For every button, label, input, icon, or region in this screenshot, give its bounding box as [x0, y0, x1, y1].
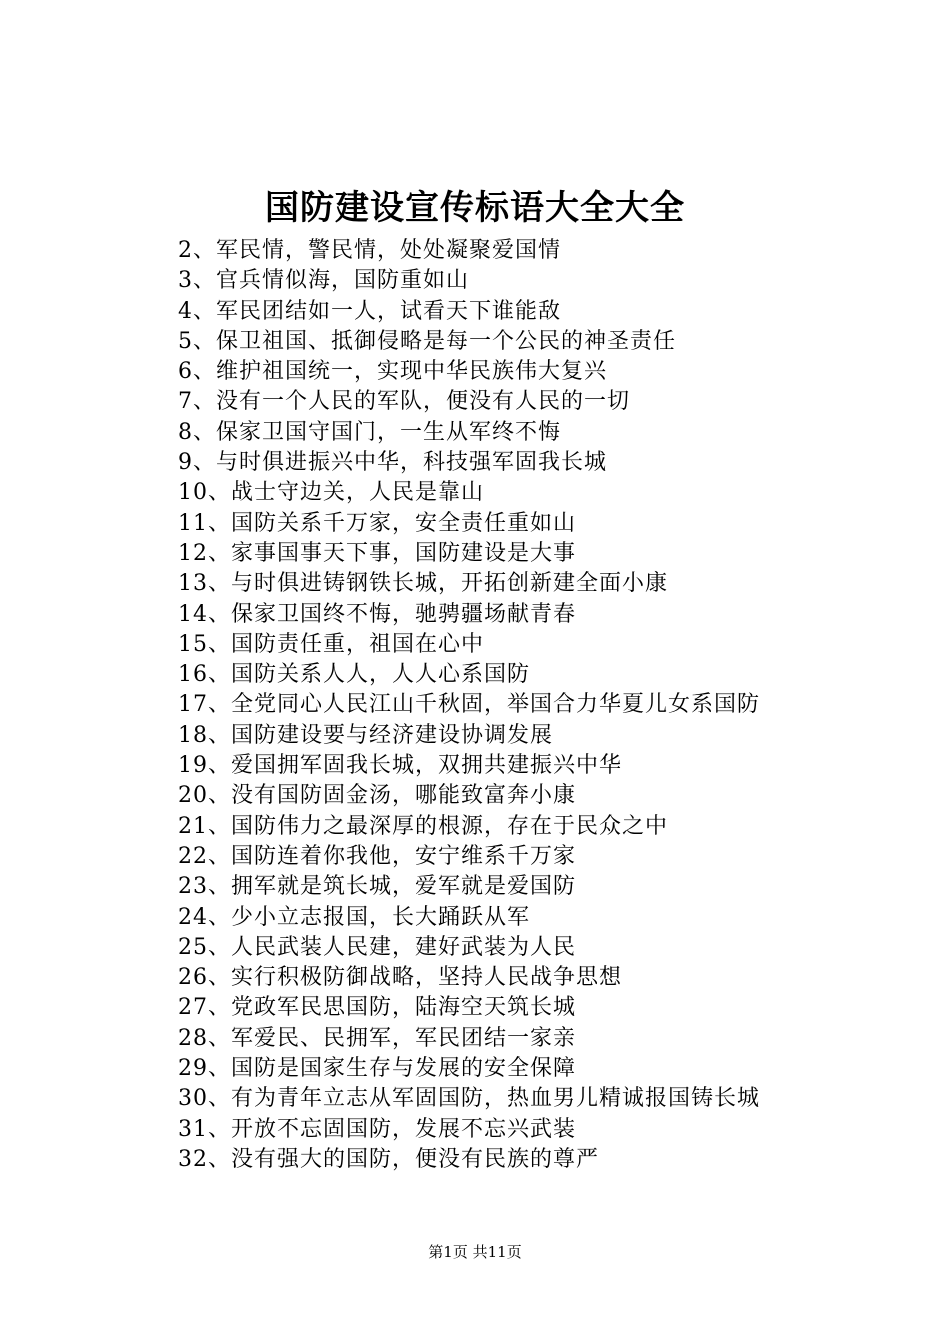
slogan-item: 31、开放不忘固国防，发展不忘兴武装 — [178, 1116, 576, 1142]
slogan-item: 16、国防关系人人，人人心系国防 — [178, 662, 530, 688]
slogan-item: 2、军民情，警民情，处处凝聚爱国情 — [178, 238, 561, 263]
slogan-item: 12、家事国事天下事，国防建设是大事 — [178, 540, 576, 566]
slogan-item: 21、国防伟力之最深厚的根源，存在于民众之中 — [178, 813, 668, 839]
slogan-item: 22、国防连着你我他，安宁维系千万家 — [178, 843, 576, 869]
page-footer: 第1页 共11页 — [428, 1243, 522, 1261]
slogan-item: 24、少小立志报国，长大踊跃从军 — [178, 904, 530, 930]
slogan-item: 8、保家卫国守国门，一生从军终不悔 — [178, 419, 561, 445]
slogan-item: 3、官兵情似海，国防重如山 — [178, 268, 469, 294]
slogan-item: 18、国防建设要与经济建设协调发展 — [178, 722, 553, 748]
slogan-item: 26、实行积极防御战略，坚持人民战争思想 — [178, 965, 622, 991]
slogan-item: 4、军民团结如一人，试看天下谁能敌 — [178, 298, 561, 324]
slogan-item: 9、与时俱进振兴中华，科技强军固我长城 — [178, 450, 607, 476]
slogan-item: 5、保卫祖国、抵御侵略是每一个公民的神圣责任 — [178, 328, 676, 354]
slogan-item: 20、没有国防固金汤，哪能致富奔小康 — [178, 783, 576, 809]
slogan-item: 15、国防责任重，祖国在心中 — [178, 631, 484, 657]
slogan-item: 17、全党同心人民江山千秋固，举国合力华夏儿女系国防 — [178, 692, 760, 718]
slogan-item: 13、与时俱进铸钢铁长城，开拓创新建全面小康 — [178, 571, 668, 597]
slogan-item: 19、爱国拥军固我长城，双拥共建振兴中华 — [178, 753, 622, 779]
slogan-item: 11、国防关系千万家，安全责任重如山 — [178, 510, 576, 536]
slogan-item: 10、战士守边关，人民是靠山 — [178, 480, 484, 506]
slogan-item: 14、保家卫国终不悔，驰骋疆场献青春 — [178, 601, 576, 627]
slogan-item: 7、没有一个人民的军队，便没有人民的一切 — [178, 389, 630, 415]
slogan-list — [178, 236, 878, 1175]
slogan-item: 25、人民武装人民建，建好武装为人民 — [178, 934, 576, 960]
document-title: 国防建设宣传标语大全大全 — [265, 188, 685, 228]
slogan-item: 29、国防是国家生存与发展的安全保障 — [178, 1056, 576, 1082]
slogan-item: 32、没有强大的国防，便没有民族的尊严 — [178, 1146, 599, 1172]
slogan-item: 27、党政军民思国防，陆海空天筑长城 — [178, 995, 576, 1021]
slogan-item: 23、拥军就是筑长城，爱军就是爱国防 — [178, 874, 576, 900]
slogan-item: 30、有为青年立志从军固国防，热血男儿精诚报国铸长城 — [178, 1086, 760, 1112]
slogan-item: 28、军爱民、民拥军，军民团结一家亲 — [178, 1025, 576, 1051]
slogan-item: 6、维护祖国统一，实现中华民族伟大复兴 — [178, 359, 607, 385]
